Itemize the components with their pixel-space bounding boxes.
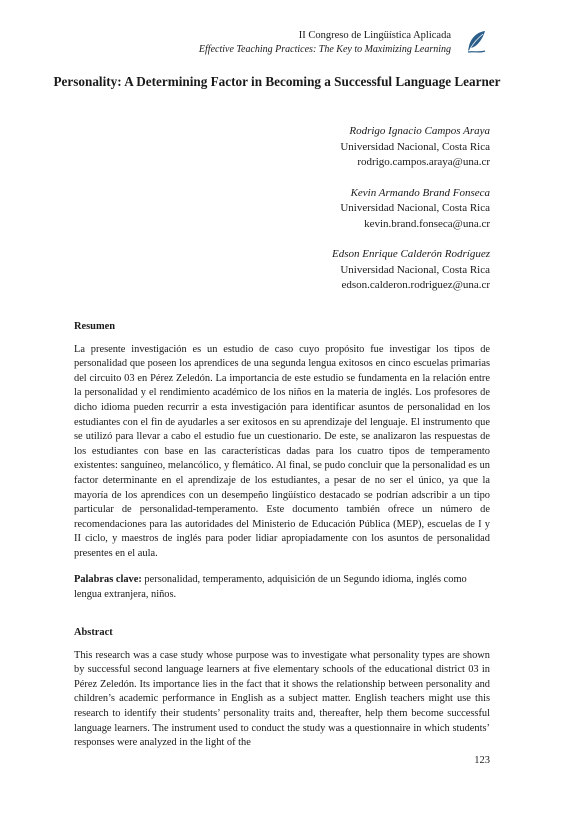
- page-number: 123: [474, 755, 490, 766]
- resumen-heading: Resumen: [74, 321, 115, 332]
- resumen-text: La presente investigación es un estudio de caso cuyo propósito fue investigar los tipos de personalidad que poseen los aprendices de una segunda lengua exitosos en cinco escuelas primarias del circuito 03 en Pérez Zeledón. La importancia de este estudio se fundamenta en la relación entre la personalidad y el rendimiento académico de los niños en la materia de inglés. Los profesores de dicho idioma pueden recurrir a esta investigación para identificar asuntos de personalidad en los estudiantes con el fin de ayudarles a ser exitosos en su aprendizaje del lenguaje. El instrumento que se utilizó para llevar a cabo el estudio fue un cuestionario. De este, se analizaron las respuestas de los estudiantes con base en las características dadas para los cuatro tipos de temperamento existentes: sanguíneo, melancólico, y flemático. Al final, se pudo concluir que la personalidad es un factor determinante en el aprendizaje de los estudiantes, a pesar de no ser el único, ya que la mayoría de los aprendices con un desempeño lingüístico destacado se podrían adscribir a un tipo particular de personalidad-temperamento. Este documento también ofrece un número de recomendaciones para las autoridades del Ministerio de Educación Pública (MEP), escuelas de I y II ciclo, y maestros de inglés para poder lidiar apropiadamente con los asuntos de personalidad presentes en el aula.: [74, 343, 490, 559]
- resumen-section: [74, 320, 490, 562]
- author-affiliation: Universidad Nacional, Costa Rica: [340, 202, 490, 214]
- author-affiliation: Universidad Nacional, Costa Rica: [340, 140, 490, 153]
- author-1: [332, 124, 490, 171]
- author-name: Edson Enrique Calderón Rodríguez: [332, 248, 490, 260]
- abstract-text: This research was a case study whose purpose was to investigate what personality types are shown by successful second language learners at five elementary schools of the educational district 03 in Pérez Zeledón. Its importance lies in the fact that it shows the relationship between personality and children’s academic performance in English as a subject matter. English teachers might use this research to identify their students’ personality traits and, thereafter, help them become successful language learners. The instrument used to conduct the study was a questionnaire in which students’ responses were analyzed in the light of the: [74, 649, 490, 749]
- author-email: rodrigo.campos.araya@una.cr: [357, 156, 490, 168]
- quill-feather-icon: [464, 29, 488, 55]
- keywords-label: Palabras clave:: [74, 574, 142, 585]
- author-block: [332, 124, 490, 309]
- keywords-text: personalidad, temperamento, adquisición de un Segundo idioma, inglés como lengua extranjera, niños.: [74, 574, 467, 600]
- keywords: [74, 573, 490, 602]
- author-3: [332, 247, 490, 294]
- conference-name: II Congreso de Lingüística Aplicada: [298, 30, 451, 41]
- abstract-heading: Abstract: [74, 627, 113, 638]
- author-affiliation: Universidad Nacional, Costa Rica: [340, 263, 490, 276]
- author-email: kevin.brand.fonseca@una.cr: [364, 217, 490, 230]
- author-email: edson.calderon.rodriguez@una.cr: [341, 279, 490, 291]
- abstract-section: [74, 626, 490, 751]
- conference-subtitle: Effective Teaching Practices: The Key to Maximizing Learning: [198, 44, 451, 55]
- running-header: [199, 29, 451, 57]
- paper-title: Personality: A Determining Factor in Becoming a Successful Language Learner: [53, 74, 501, 89]
- author-name: Rodrigo Ignacio Campos Araya: [349, 125, 490, 137]
- author-name: Kevin Armando Brand Fonseca: [350, 186, 490, 199]
- author-2: [332, 186, 490, 233]
